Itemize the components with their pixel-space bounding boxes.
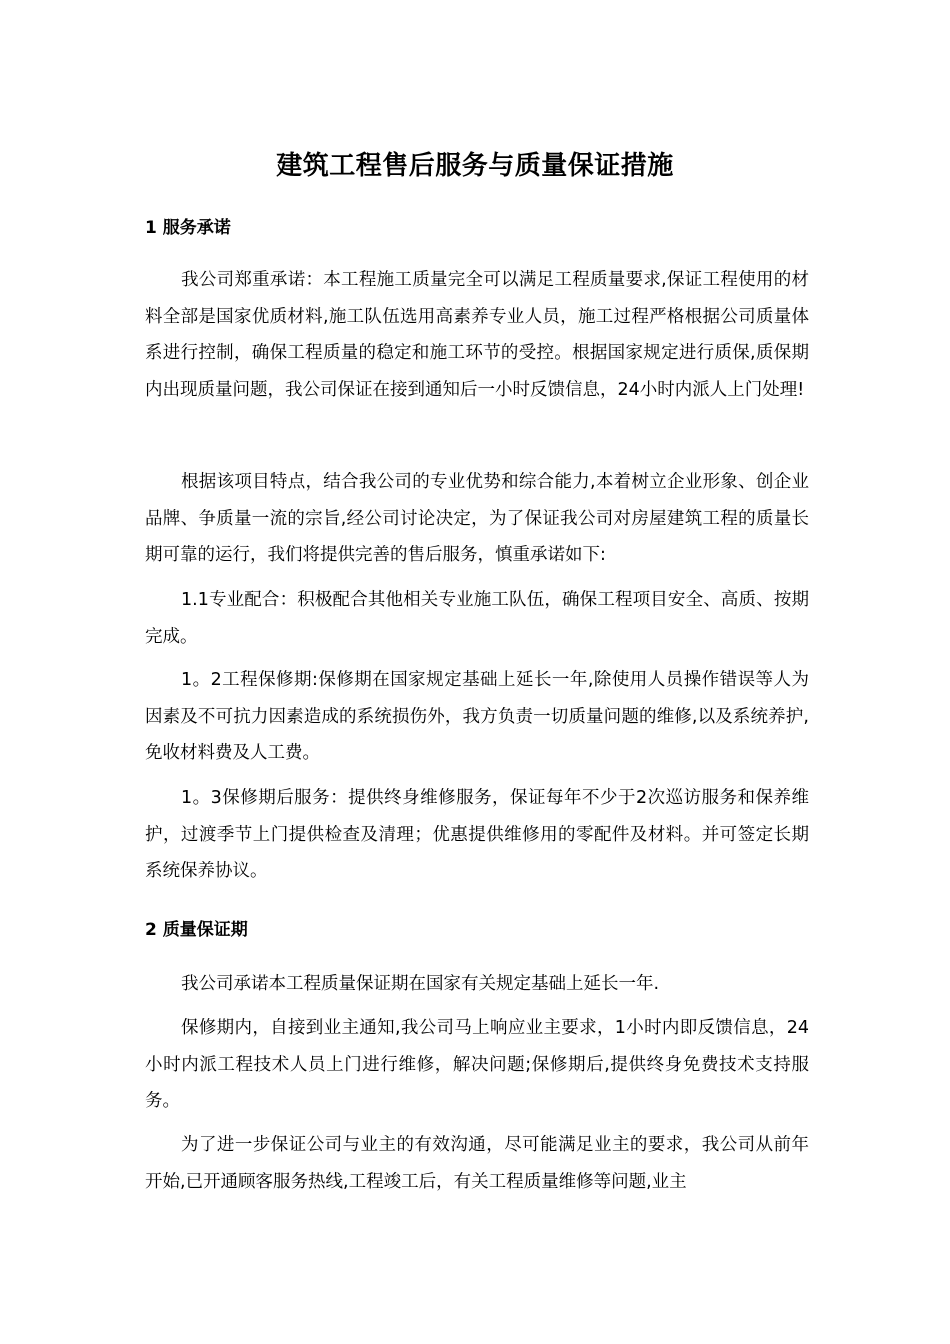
paragraph-warranty-response: 保修期内，自接到业主通知,我公司马上响应业主要求，1小时内即反馈信息，24小时内派工程技术人员上门进行维修，解决问题;保修期后,提供终身免费技术支持服务。 bbox=[145, 1018, 809, 1112]
paragraph-professional-cooperation: 1.1专业配合：积极配合其他相关专业施工队伍，确保工程项目安全、高质、按期完成。 bbox=[145, 590, 809, 647]
section-heading-service-commitment: 1 服务承诺 bbox=[145, 218, 231, 238]
section-heading-quality-guarantee-period: 2 质量保证期 bbox=[145, 920, 248, 940]
document-title: 建筑工程售后服务与质量保证措施 bbox=[276, 151, 674, 181]
paragraph-commitment-statement: 我公司郑重承诺：本工程施工质量完全可以满足工程质量要求,保证工程使用的材料全部是国家优质材料,施工队伍选用高素养专业人员，施工过程严格根据公司质量体系进行控制，确保工程质量的稳定和施工环节的受控。根据国家规定进行质保,质保期内出现质量问题，我公司保证在接到通知后一小时反馈信息，24小时内派人上门处理! bbox=[145, 270, 809, 400]
paragraph-guarantee-extension: 我公司承诺本工程质量保证期在国家有关规定基础上延长一年. bbox=[181, 974, 660, 994]
paragraph-customer-hotline: 为了进一步保证公司与业主的有效沟通，尽可能满足业主的要求，我公司从前年开始,已开通顾客服务热线,工程竣工后，有关工程质量维修等问题,业主 bbox=[145, 1135, 809, 1192]
paragraph-warranty-period: 1。2工程保修期:保修期在国家规定基础上延长一年,除使用人员操作错误等人为因素及不可抗力因素造成的系统损伤外，我方负责一切质量问题的维修,以及系统养护,免收材料费及人工费。 bbox=[145, 670, 809, 764]
paragraph-post-warranty-service: 1。3保修期后服务：提供终身维修服务，保证每年不少于2次巡访服务和保养维护，过渡季节上门提供检查及清理；优惠提供维修用的零配件及材料。并可签定长期系统保养协议。 bbox=[145, 788, 809, 882]
paragraph-project-characteristics: 根据该项目特点，结合我公司的专业优势和综合能力,本着树立企业形象、创企业品牌、争质量一流的宗旨,经公司讨论决定，为了保证我公司对房屋建筑工程的质量长期可靠的运行，我们将提供完善的售后服务，慎重承诺如下: bbox=[145, 472, 809, 566]
